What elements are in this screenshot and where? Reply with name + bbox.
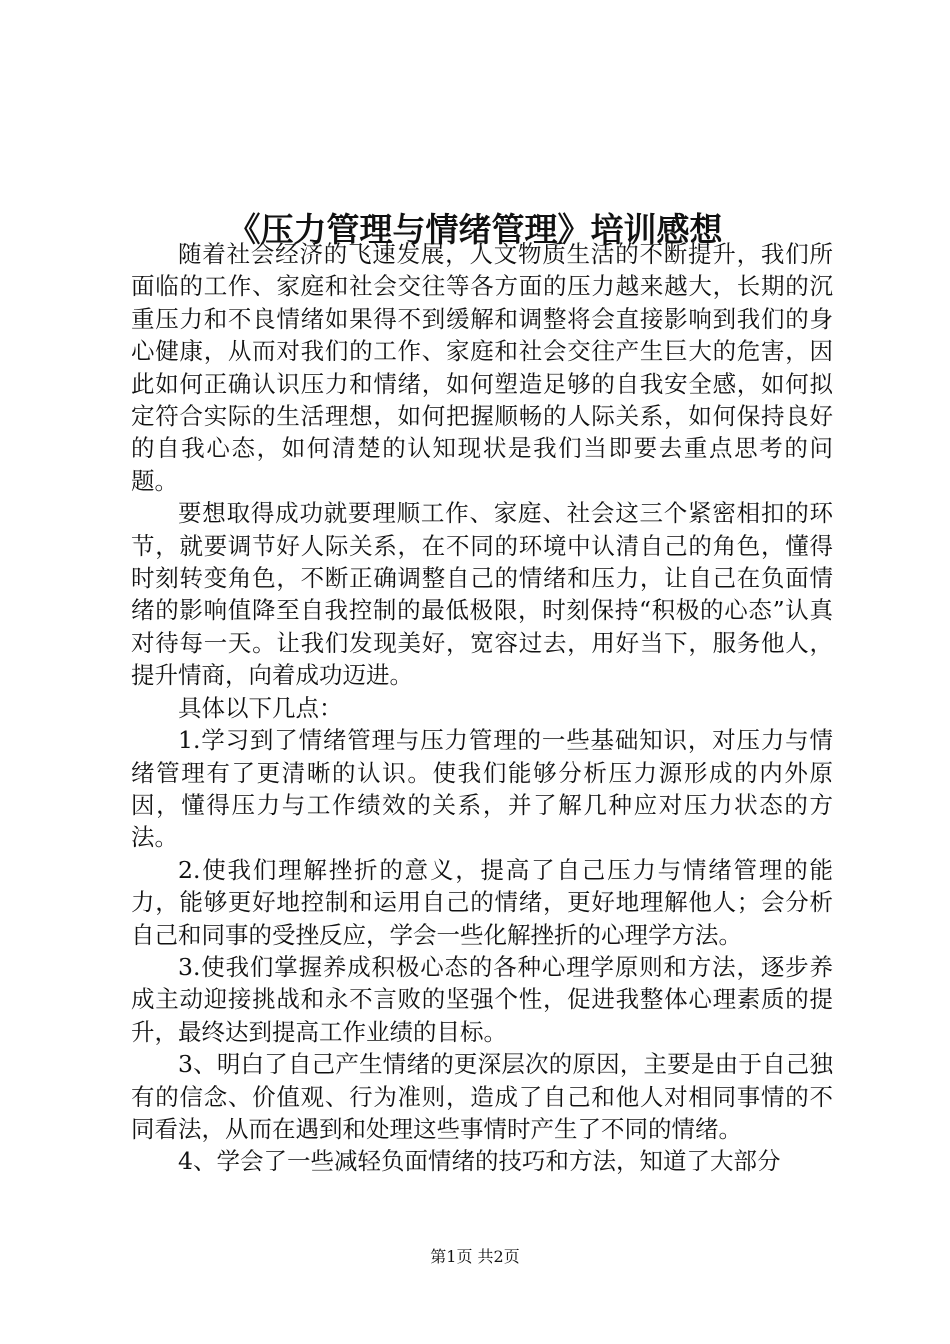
paragraph-point-4: 4、学会了一些减轻负面情绪的技巧和方法，知道了大部分	[178, 1147, 781, 1176]
paragraph-point-3: 3.使我们掌握养成积极心态的各种心理学原则和方法，逐步养成主动迎接挑战和永不言败的坚强个性，促进我整体心理素质的提升，最终达到提高工作业绩的目标。	[131, 952, 833, 1046]
paragraph-intro: 随着社会经济的飞速发展，人文物质生活的不断提升，我们所面临的工作、家庭和社会交往等各方面的压力越来越大，长期的沉重压力和不良情绪如果得不到缓解和调整将会直接影响到我们的身心健康，从而对我们的工作、家庭和社会交往产生巨大的危害，因此如何正确认识压力和情绪，如何塑造足够的自我安全感，如何拟定符合实际的生活理想，如何把握顺畅的人际关系，如何保持良好的自我心态，如何清楚的认知现状是我们当即要去重点思考的问题。	[131, 240, 833, 495]
paragraph-points-heading: 具体以下几点：	[178, 693, 343, 722]
paragraph-point-3b: 3、明白了自己产生情绪的更深层次的原因，主要是由于自己独有的信念、价值观、行为准则，造成了自己和他人对相同事情的不同看法，从而在遇到和处理这些事情时产生了不同的情绪。	[131, 1050, 833, 1143]
document-title: 《压力管理与情绪管理》培训感想	[227, 210, 723, 250]
paragraph-point-2: 2.使我们理解挫折的意义，提高了自己压力与情绪管理的能力，能够更好地控制和运用自己的情绪，更好地理解他人；会分析自己和同事的受挫反应，学会一些化解挫折的心理学方法。	[131, 855, 833, 949]
paragraph-success: 要想取得成功就要理顺工作、家庭、社会这三个紧密相扣的环节，就要调节好人际关系，在不同的环境中认清自己的角色，懂得时刻转变角色，不断正确调整自己的情绪和压力，让自己在负面情绪的影响值降至自我控制的最低极限，时刻保持“积极的心态”认真对待每一天。让我们发现美好，宽容过去，用好当下，服务他人，提升情商，向着成功迈进。	[131, 499, 833, 690]
paragraph-point-1: 1.学习到了情绪管理与压力管理的一些基础知识，对压力与情绪管理有了更清晰的认识。使我们能够分析压力源形成的内外原因，懂得压力与工作绩效的关系，并了解几种应对压力状态的方法。	[131, 726, 833, 852]
document-body	[131, 238, 833, 1178]
page-footer: 第1页 共2页	[430, 1247, 520, 1266]
